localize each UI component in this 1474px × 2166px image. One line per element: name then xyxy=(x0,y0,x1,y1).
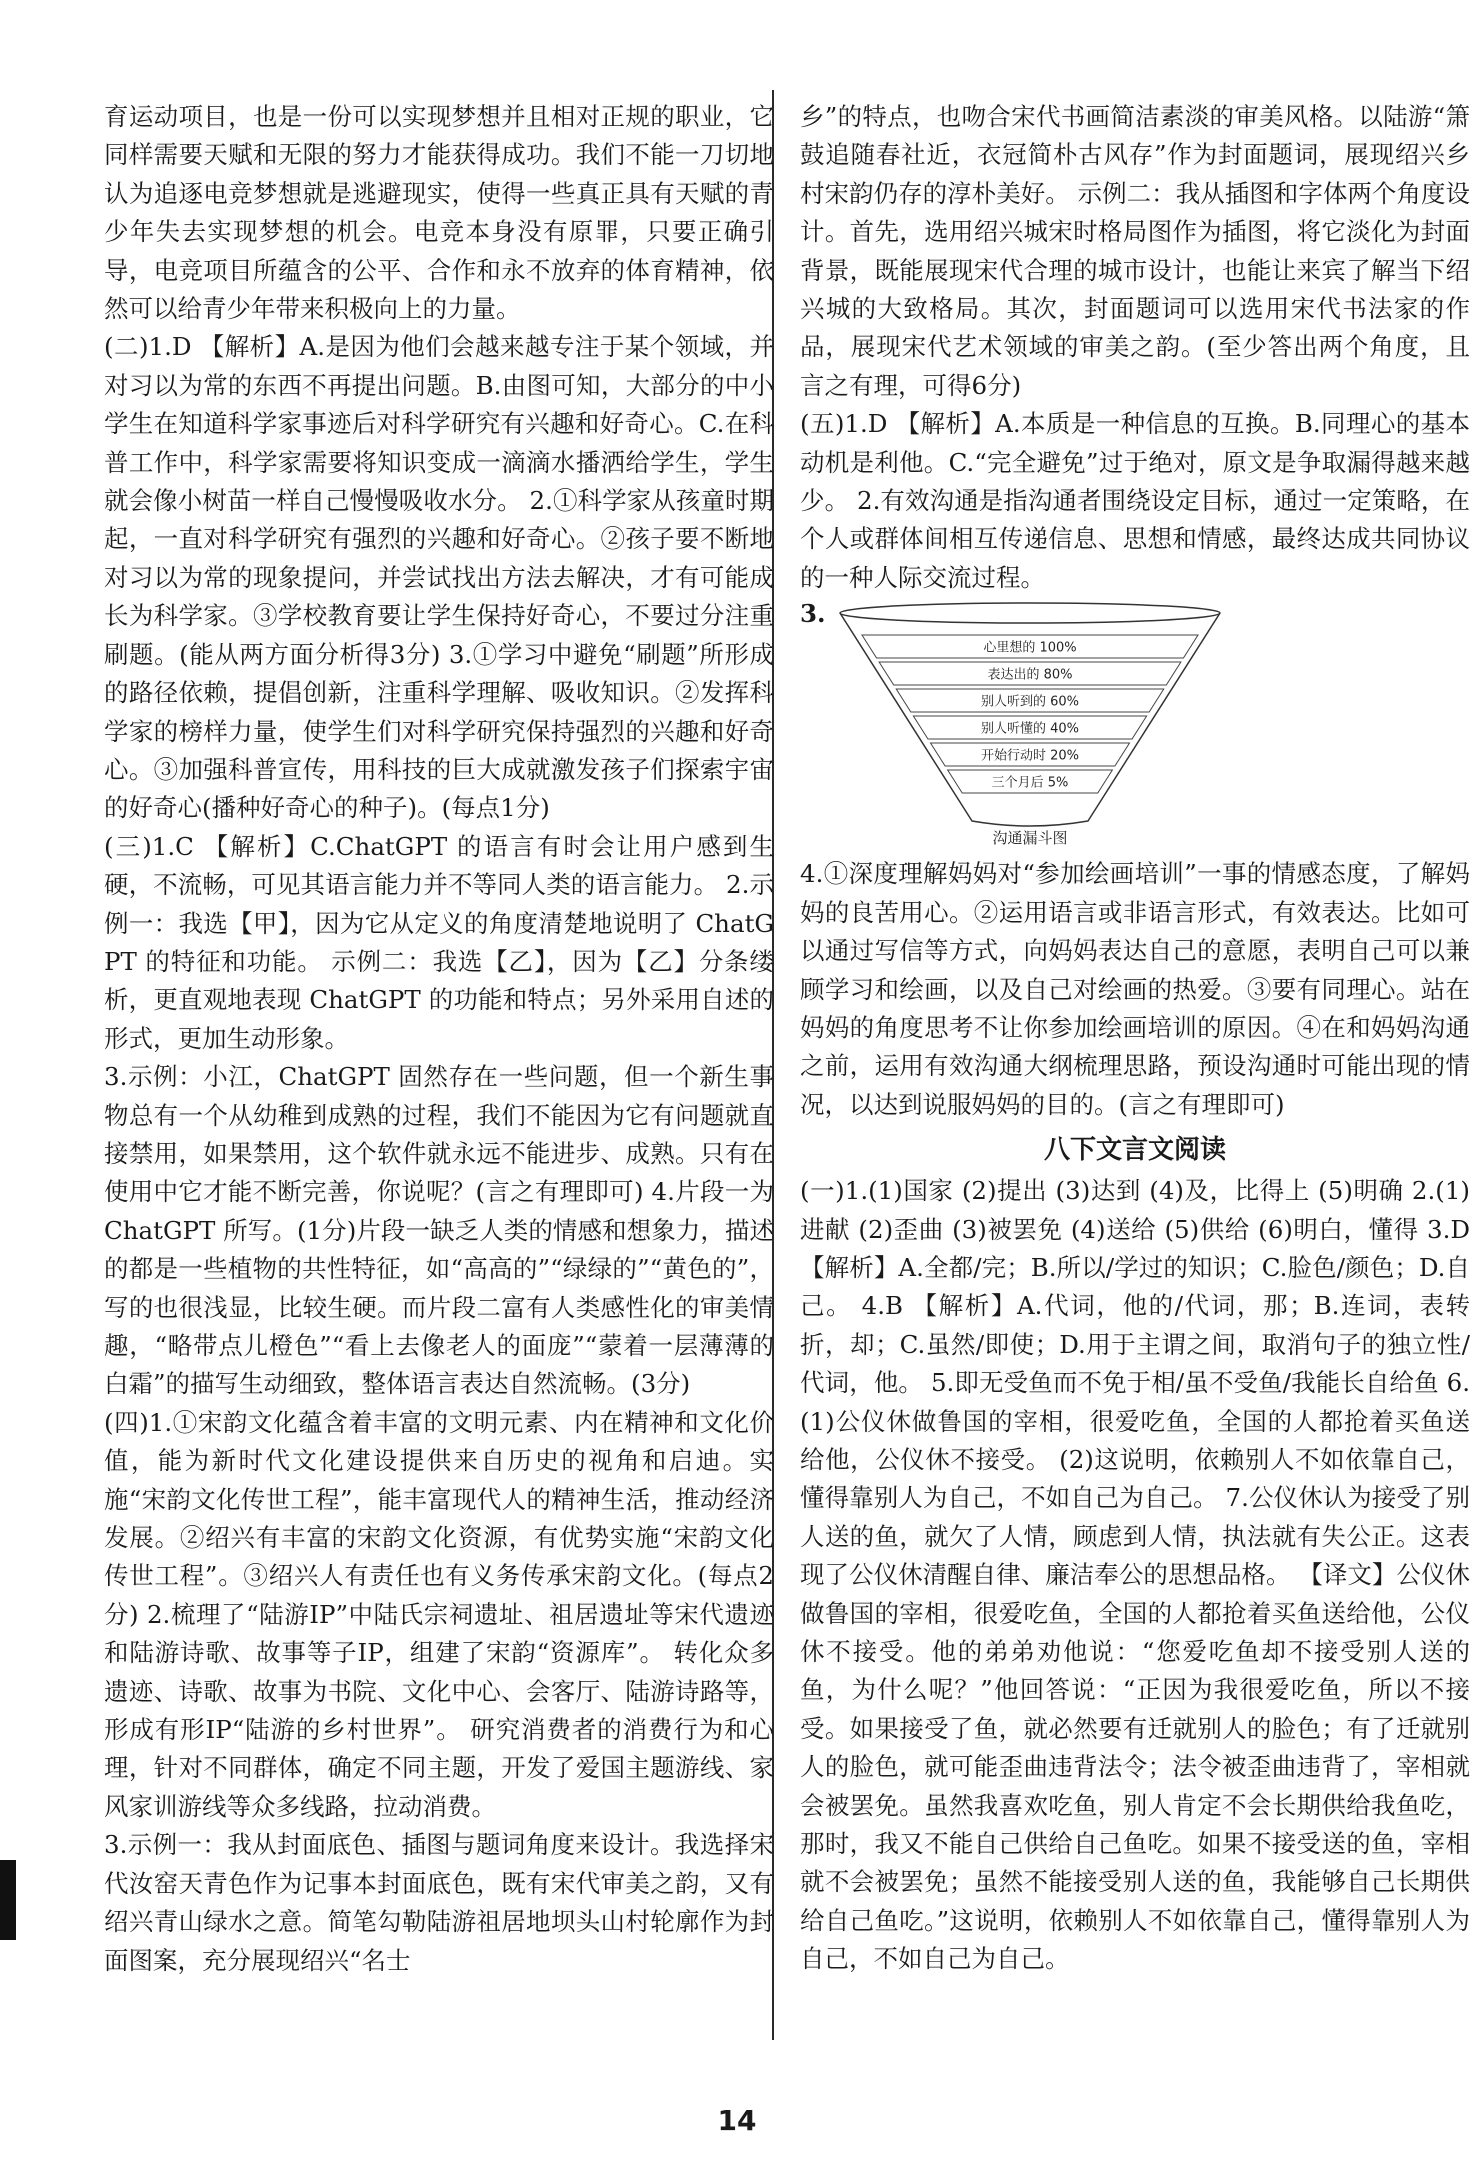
paragraph: (二)1.D 【解析】A.是因为他们会越来越专注于某个领域，并对习以为常的东西不再提出问题。B.由图可知，大部分的中小学生在知道科学家事迹后对科学研究有兴趣和好奇心。C.在科普工作中，科学家需要将知识变成一滴滴水播洒给学生，学生就会像小树苗一样自己慢慢吸收水分。 2.①科学家从孩童时期起，一直对科学研究有强烈的兴趣和好奇心。②孩子要不断地对习以为常的现象提问，并尝试找出方法去解决，才有可能成长为科学家。③学校教育要让学生保持好奇心，不要过分注重刷题。(能从两方面分析得3分) 3.①学习中避免“刷题”所形成的路径依赖，提倡创新，注重科学理解、吸收知识。②发挥科学家的榜样力量，使学生们对科学研究保持强烈的兴趣和好奇心。③加强科普宣传，用科技的巨大成就激发孩子们探索宇宙的好奇心(播种好奇心的种子)。(每点1分) xyxy=(104,332,774,823)
paragraph: (一)1.(1)国家 (2)提出 (3)达到 (4)及，比得上 (5)明确 2.(1)进献 (2)歪曲 (3)被罢免 (4)送给 (5)供给 (6)明白，懂得 3.D 【解析】A.全都/完；B.所以/学过的知识；C.脸色/颜色；D.自己。 4.B 【解析】A.代词，他的/代词，那；B.连词，表转折，却；C.虽然/即使；D.用于主谓之间，取消句子的独立性/代词，他。 5.即无受鱼而不免于相/虽不受鱼/我能长自给鱼 6.(1)公仪休做鲁国的宰相，很爱吃鱼，全国的人都抢着买鱼送给他，公仪休不接受。 (2)这说明，依赖别人不如依靠自己，懂得靠别人为自己，不如自己为自己。 7.公仪休认为接受了别人送的鱼，就欠了人情，顾虑到人情，执法就有失公正。这表现了公仪休清醒自律、廉洁奉公的思想品格。 【译文】公仪休做鲁国的宰相，很爱吃鱼，全国的人都抢着买鱼送给他，公仪休不接受。他的弟弟劝他说：“您爱吃鱼却不接受别人送的鱼，为什么呢？”他回答说：“正因为我很爱吃鱼，所以不接受。如果接受了鱼，就必然要有迁就别人的脸色；有了迁就别人的脸色，就可能歪曲违背法令；法令被歪曲违背了，宰相就会被罢免。虽然我喜欢吃鱼，别人肯定不会长期供给我鱼吃，那时，我又不能自己供给自己鱼吃。如果不接受送的鱼，宰相就不会被罢免；虽然不能接受别人送的鱼，我能够自己长期供给自己鱼吃。”这说明，依赖别人不如依靠自己，懂得靠别人为自己，不如自己为自己。 xyxy=(800,1176,1470,1974)
right-column xyxy=(800,98,1470,1979)
funnel-level-label: 别人听懂的 40% xyxy=(980,721,1080,737)
funnel-figure xyxy=(800,599,1470,849)
funnel-level-label: 三个月后 5% xyxy=(991,775,1069,791)
funnel-level-label: 表达出的 80% xyxy=(987,667,1073,683)
figure-number: 3. xyxy=(800,599,826,629)
edge-mark xyxy=(0,1860,16,1940)
funnel-rim xyxy=(840,603,1220,623)
paragraph: (三)1.C 【解析】C.ChatGPT 的语言有时会让用户感到生硬，不流畅，可见其语言能力并不等同人类的语言能力。 2.示例一：我选【甲】，因为它从定义的角度清楚地说明了 ChatGPT 的特征和功能。 示例二：我选【乙】，因为【乙】分条缕析，更直观地表现 ChatGPT 的功能和特点；另外采用自述的形式，更加生动形象。 xyxy=(104,831,774,1053)
paragraph: 3.示例一：我从封面底色、插图与题词角度来设计。我选择宋代汝窑天青色作为记事本封面底色，既有宋代审美之韵，又有绍兴青山绿水之意。简笔勾勒陆游祖居地坝头山村轮廓作为封面图案，充分展现绍兴“名士 xyxy=(104,1830,774,1975)
left-column xyxy=(104,98,774,1980)
paragraph: (五)1.D 【解析】A.本质是一种信息的互换。B.同理心的基本动机是利他。C.“完全避免”过于绝对，原文是争取漏得越来越少。 2.有效沟通是指沟通者围绕设定目标，通过一定策略，在个人或群体间相互传递信息、思想和情感，最终达成共同协议的一种人际交流过程。 xyxy=(800,409,1470,592)
paragraph: 乡”的特点，也吻合宋代书画简洁素淡的审美风格。以陆游“箫鼓追随春社近，衣冠简朴古风存”作为封面题词，展现绍兴乡村宋韵仍存的淳朴美好。 示例二：我从插图和字体两个角度设计。首先，选用绍兴城宋时格局图作为插图，将它淡化为封面背景，既能展现宋代合理的城市设计，也能让来宾了解当下绍兴城的大致格局。其次，封面题词可以选用宋代书法家的作品，展现宋代艺术领域的审美之韵。(至少答出两个角度，且言之有理，可得6分) xyxy=(800,102,1470,400)
funnel-level-label: 心里想的 100% xyxy=(983,640,1077,656)
paragraph: (四)1.①宋韵文化蕴含着丰富的文明元素、内在精神和文化价值，能为新时代文化建设提供来自历史的视角和启迪。实施“宋韵文化传世工程”，能丰富现代人的精神生活，推动经济发展。②绍兴有丰富的宋韵文化资源，有优势实施“宋韵文化传世工程”。③绍兴人有责任也有义务传承宋韵文化。(每点2分) 2.梳理了“陆游IP”中陆氏宗祠遗址、祖居遗址等宋代遗迹和陆游诗歌、故事等子IP，组建了宋韵“资源库”。 转化众多遗迹、诗歌、故事为书院、文化中心、会客厅、陆游诗路等，形成有形IP“陆游的乡村世界”。 研究消费者的消费行为和心理，针对不同群体，确定不同主题，开发了爱国主题游线、家风家训游线等众多线路，拉动消费。 xyxy=(104,1407,774,1821)
paragraph: 育运动项目，也是一份可以实现梦想并且相对正规的职业，它同样需要天赋和无限的努力才能获得成功。我们不能一刀切地认为追逐电竞梦想就是逃避现实，使得一些真正具有天赋的青少年失去实现梦想的机会。电竞本身没有原罪，只要正确引导，电竞项目所蕴含的公平、合作和永不放弃的体育精神，依然可以给青少年带来积极向上的力量。 xyxy=(104,102,774,324)
section-title: 八下文言文阅读 xyxy=(1043,1135,1226,1166)
paragraph: 4.①深度理解妈妈对“参加绘画培训”一事的情感态度，了解妈妈的良苦用心。②运用语言或非语言形式，有效表达。比如可以通过写信等方式，向妈妈表达自己的意愿，表明自己可以兼顾学习和绘画，以及自己对绘画的热爱。③要有同理心。站在妈妈的角度思考不让你参加绘画培训的原因。④在和妈妈沟通之前，运用有效沟通大纲梳理思路，预设沟通时可能出现的情况，以达到说服妈妈的目的。(言之有理即可) xyxy=(800,859,1470,1119)
funnel-level-label: 开始行动时 20% xyxy=(980,748,1080,764)
page-number: 14 xyxy=(717,2104,757,2137)
funnel-level-label: 别人听到的 60% xyxy=(980,694,1080,710)
paragraph: 3.示例：小江，ChatGPT 固然存在一些问题，但一个新生事物总有一个从幼稚到成熟的过程，我们不能因为它有问题就直接禁用，如果禁用，这个软件就永远不能进步、成熟。只有在使用中它才能不断完善，你说呢？(言之有理即可) 4.片段一为 ChatGPT 所写。(1分)片段一缺乏人类的情感和想象力，描述的都是一些植物的共性特征，如“高高的”“绿绿的”“黄色的”，写的也很浅显，比较生硬。而片段二富有人类感性化的审美情趣，“略带点儿橙色”“看上去像老人的面庞”“蒙着一层薄薄的白霜”的描写生动细致，整体语言表达自然流畅。(3分) xyxy=(104,1062,774,1399)
funnel-caption: 沟通漏斗图 xyxy=(992,829,1068,848)
funnel-diagram xyxy=(800,599,1470,849)
